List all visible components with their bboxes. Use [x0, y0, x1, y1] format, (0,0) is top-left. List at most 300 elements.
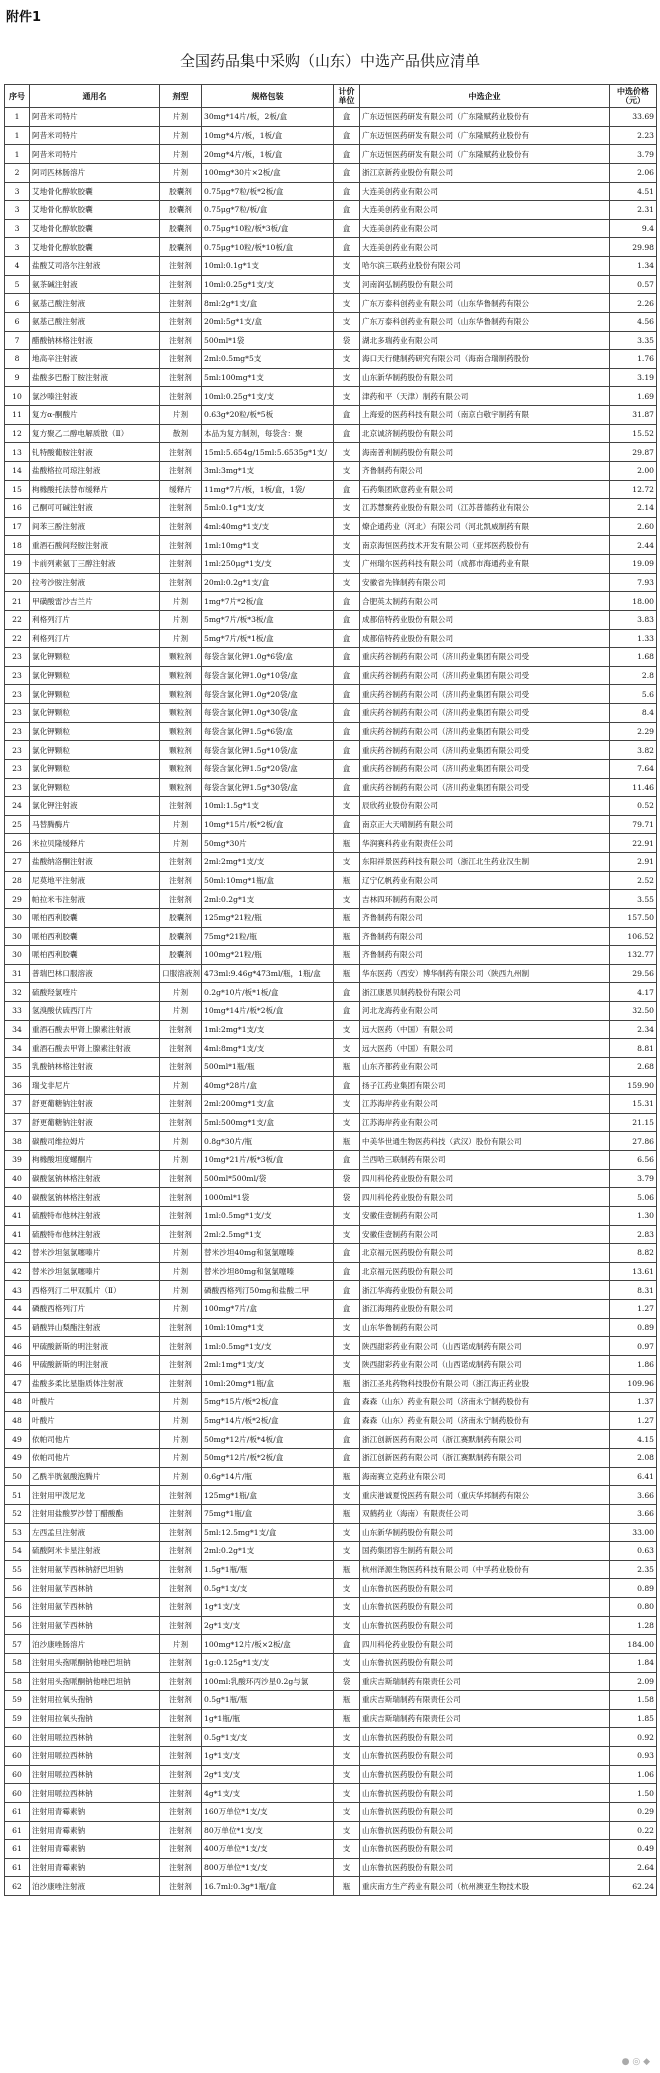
cell-index: 23 [5, 741, 30, 760]
cell-index: 15 [5, 480, 30, 499]
cell-unit: 支 [334, 1206, 360, 1225]
cell-price: 31.87 [610, 406, 657, 425]
cell-generic-name: 尼莫地平注射液 [30, 871, 160, 890]
cell-spec: 0.5g*1支/支 [202, 1728, 334, 1747]
watermark: ● ◎ ◆ [621, 2057, 650, 2067]
cell-spec: 100mg*12片/板×2板/盒 [202, 1635, 334, 1654]
cell-dosage-form: 散剂 [160, 424, 202, 443]
cell-company: 扬子江药业集团有限公司 [360, 1076, 610, 1095]
cell-index: 32 [5, 983, 30, 1002]
cell-generic-name: 间苯三酚注射液 [30, 517, 160, 536]
cell-price: 2.64 [610, 1858, 657, 1877]
cell-price: 21.15 [610, 1113, 657, 1132]
cell-unit: 支 [334, 1523, 360, 1542]
annex-label: 附件1 [6, 10, 42, 25]
cell-index: 33 [5, 1002, 30, 1021]
cell-company: 重庆药谷制药有限公司（济川药业集团有限公司受 [360, 704, 610, 723]
cell-index: 23 [5, 778, 30, 797]
cell-spec: 1mg*7片*2板/盒 [202, 592, 334, 611]
table-row [5, 1802, 657, 1821]
cell-unit: 支 [334, 1784, 360, 1803]
cell-company: 海口天行健制药研究有限公司（海南合瑞制药股份 [360, 350, 610, 369]
cell-price: 2.06 [610, 163, 657, 182]
cell-spec: 75mg*1瓶/盒 [202, 1504, 334, 1523]
cell-spec: 5ml:500mg*1支/盒 [202, 1113, 334, 1132]
cell-unit: 瓶 [334, 1709, 360, 1728]
cell-price: 8.4 [610, 704, 657, 723]
cell-index: 40 [5, 1169, 30, 1188]
col-header-dosage-form: 剂型 [160, 85, 202, 108]
table-row [5, 1113, 657, 1132]
cell-dosage-form: 注射剂 [160, 1579, 202, 1598]
cell-price: 2.09 [610, 1672, 657, 1691]
cell-price: 0.89 [610, 1579, 657, 1598]
cell-price: 3.82 [610, 741, 657, 760]
cell-spec: 20ml:0.2g*1支/盒 [202, 573, 334, 592]
cell-spec: 2ml:200mg*1支/盒 [202, 1095, 334, 1114]
table-row [5, 1225, 657, 1244]
cell-spec: 160万单位*1支/支 [202, 1802, 334, 1821]
cell-company: 广东迈恒医药研发有限公司（广东隆赋药业股份有 [360, 108, 610, 127]
cell-generic-name: 依帕司他片 [30, 1430, 160, 1449]
cell-unit: 支 [334, 1579, 360, 1598]
cell-generic-name: 卡前列素氨丁三醇注射液 [30, 555, 160, 574]
cell-company: 哈尔滨三联药业股份有限公司 [360, 257, 610, 276]
cell-spec: 每袋含氯化钾1.0g*10袋/盒 [202, 666, 334, 685]
cell-price: 1.37 [610, 1393, 657, 1412]
cell-company: 陕西甜彩药业有限公司（山西诺成制药有限公司 [360, 1337, 610, 1356]
cell-generic-name: 枸橼酸托法替布缓释片 [30, 480, 160, 499]
table-row [5, 1486, 657, 1505]
cell-price: 1.28 [610, 1616, 657, 1635]
cell-dosage-form: 注射剂 [160, 517, 202, 536]
cell-dosage-form: 注射剂 [160, 331, 202, 350]
table-row [5, 1262, 657, 1281]
cell-dosage-form: 片剂 [160, 1262, 202, 1281]
cell-index: 61 [5, 1840, 30, 1859]
table-row [5, 1281, 657, 1300]
cell-generic-name: 地高辛注射液 [30, 350, 160, 369]
table-row [5, 1728, 657, 1747]
cell-price: 132.77 [610, 946, 657, 965]
cell-index: 20 [5, 573, 30, 592]
cell-price: 62.24 [610, 1877, 657, 1896]
cell-price: 5.6 [610, 685, 657, 704]
table-row [5, 1709, 657, 1728]
cell-dosage-form: 注射剂 [160, 1747, 202, 1766]
cell-generic-name: 氢溴酸伏硫西汀片 [30, 1002, 160, 1021]
cell-company: 浙江创新医药有限公司（浙江赛默制药有限公司 [360, 1449, 610, 1468]
cell-index: 14 [5, 461, 30, 480]
cell-spec: 473ml:9.46g*473ml/瓶，1瓶/盒 [202, 964, 334, 983]
cell-spec: 100mg*21粒/瓶 [202, 946, 334, 965]
cell-price: 3.55 [610, 890, 657, 909]
cell-spec: 3ml:3mg*1支 [202, 461, 334, 480]
cell-generic-name: 注射用盐酸罗沙替丁醋酸酯 [30, 1504, 160, 1523]
cell-spec: 0.2g*10片/板*1板/盒 [202, 983, 334, 1002]
cell-dosage-form: 注射剂 [160, 1486, 202, 1505]
cell-price: 2.60 [610, 517, 657, 536]
cell-unit: 瓶 [334, 1467, 360, 1486]
cell-price: 1.84 [610, 1653, 657, 1672]
cell-generic-name: 注射用氨苄西林钠 [30, 1616, 160, 1635]
cell-company: 齐鲁制药有限公司 [360, 946, 610, 965]
cell-generic-name: 碳酸氢钠林格注射液 [30, 1169, 160, 1188]
cell-generic-name: 氯化钾颗粒 [30, 666, 160, 685]
cell-index: 56 [5, 1616, 30, 1635]
cell-company: 河南润弘制药股份有限公司 [360, 275, 610, 294]
cell-generic-name: 注射用哌拉西林钠 [30, 1747, 160, 1766]
cell-generic-name: 重酒石酸去甲肾上腺素注射液 [30, 1020, 160, 1039]
cell-index: 24 [5, 797, 30, 816]
cell-spec: 10mg*14片/板*2板/盒 [202, 1002, 334, 1021]
table-row [5, 666, 657, 685]
table-row [5, 629, 657, 648]
cell-spec: 2ml:1mg*1支/支 [202, 1355, 334, 1374]
cell-price: 1.86 [610, 1355, 657, 1374]
table-row [5, 1002, 657, 1021]
cell-unit: 盒 [334, 1449, 360, 1468]
cell-price: 79.71 [610, 815, 657, 834]
cell-price: 15.52 [610, 424, 657, 443]
cell-dosage-form: 颗粒剂 [160, 685, 202, 704]
cell-generic-name: 哌柏西利胶囊 [30, 927, 160, 946]
cell-unit: 支 [334, 797, 360, 816]
cell-company: 重庆药谷制药有限公司（济川药业集团有限公司受 [360, 741, 610, 760]
cell-spec: 10ml:0.25g*1支/支 [202, 275, 334, 294]
cell-dosage-form: 胶囊剂 [160, 908, 202, 927]
cell-company: 山东鲁抗医药股份有限公司 [360, 1579, 610, 1598]
cell-dosage-form: 片剂 [160, 1411, 202, 1430]
cell-spec: 0.5g*1支/支 [202, 1579, 334, 1598]
cell-unit: 盒 [334, 1151, 360, 1170]
cell-price: 2.23 [610, 126, 657, 145]
cell-dosage-form: 注射剂 [160, 1728, 202, 1747]
cell-index: 46 [5, 1355, 30, 1374]
cell-generic-name: 氨茶碱注射液 [30, 275, 160, 294]
cell-company: 重庆药谷制药有限公司（济川药业集团有限公司受 [360, 648, 610, 667]
cell-unit: 支 [334, 1598, 360, 1617]
cell-index: 29 [5, 890, 30, 909]
cell-unit: 盒 [334, 1411, 360, 1430]
table-row [5, 1430, 657, 1449]
table-row [5, 592, 657, 611]
cell-unit: 支 [334, 1095, 360, 1114]
cell-unit: 盒 [334, 201, 360, 220]
cell-unit: 盒 [334, 424, 360, 443]
cell-unit: 支 [334, 1039, 360, 1058]
cell-company: 成都倍特药业股份有限公司 [360, 610, 610, 629]
cell-company: 山东鲁抗医药股份有限公司 [360, 1802, 610, 1821]
cell-dosage-form: 注射剂 [160, 1095, 202, 1114]
cell-spec: 1g*1瓶/瓶 [202, 1709, 334, 1728]
cell-unit: 支 [334, 536, 360, 555]
cell-dosage-form: 颗粒剂 [160, 666, 202, 685]
table-row [5, 741, 657, 760]
cell-generic-name: 瑞戈非尼片 [30, 1076, 160, 1095]
cell-index: 37 [5, 1095, 30, 1114]
cell-price: 2.34 [610, 1020, 657, 1039]
cell-index: 31 [5, 964, 30, 983]
cell-price: 9.4 [610, 219, 657, 238]
cell-price: 11.46 [610, 778, 657, 797]
cell-spec: 0.5g*1瓶/瓶 [202, 1691, 334, 1710]
cell-dosage-form: 注射剂 [160, 257, 202, 276]
cell-generic-name: 阿司匹林肠溶片 [30, 163, 160, 182]
cell-unit: 支 [334, 275, 360, 294]
cell-spec: 500ml*1瓶/瓶 [202, 1057, 334, 1076]
cell-spec: 500ml*1袋 [202, 331, 334, 350]
cell-index: 35 [5, 1057, 30, 1076]
cell-index: 8 [5, 350, 30, 369]
cell-generic-name: 硫酸特布他林注射液 [30, 1225, 160, 1244]
cell-unit: 支 [334, 1802, 360, 1821]
cell-dosage-form: 片剂 [160, 834, 202, 853]
cell-company: 东阳祥景医药科技有限公司（浙江北生药业汉生制 [360, 853, 610, 872]
cell-unit: 盒 [334, 629, 360, 648]
cell-generic-name: 注射用青霉素钠 [30, 1858, 160, 1877]
cell-company: 浙江京新药业股份有限公司 [360, 163, 610, 182]
supply-list-table [4, 84, 657, 1896]
cell-index: 36 [5, 1076, 30, 1095]
cell-index: 60 [5, 1784, 30, 1803]
cell-index: 58 [5, 1672, 30, 1691]
cell-price: 2.31 [610, 201, 657, 220]
cell-generic-name: 氯化钾颗粒 [30, 722, 160, 741]
table-row [5, 1169, 657, 1188]
table-row [5, 1393, 657, 1412]
cell-company: 山东新华制药股份有限公司 [360, 1523, 610, 1542]
table-row [5, 610, 657, 629]
cell-price: 3.66 [610, 1486, 657, 1505]
cell-dosage-form: 注射剂 [160, 573, 202, 592]
cell-dosage-form: 注射剂 [160, 1318, 202, 1337]
cell-dosage-form: 注射剂 [160, 1206, 202, 1225]
cell-generic-name: 米拉贝隆缓释片 [30, 834, 160, 853]
cell-unit: 盒 [334, 1300, 360, 1319]
cell-index: 56 [5, 1579, 30, 1598]
cell-dosage-form: 胶囊剂 [160, 946, 202, 965]
cell-index: 59 [5, 1691, 30, 1710]
table-row [5, 815, 657, 834]
cell-dosage-form: 颗粒剂 [160, 704, 202, 723]
table-row [5, 1598, 657, 1617]
cell-spec: 8ml:2g*1支/盒 [202, 294, 334, 313]
cell-dosage-form: 胶囊剂 [160, 182, 202, 201]
cell-generic-name: 注射用氨苄西林钠 [30, 1598, 160, 1617]
cell-company: 南京海恒医药技术开发有限公司（亚邦医药股份有 [360, 536, 610, 555]
cell-unit: 盒 [334, 759, 360, 778]
table-row [5, 573, 657, 592]
cell-index: 58 [5, 1653, 30, 1672]
cell-dosage-form: 胶囊剂 [160, 201, 202, 220]
cell-generic-name: 左西孟旦注射液 [30, 1523, 160, 1542]
cell-company: 广州瑞尔医药科技有限公司（成都市海通药业有限 [360, 555, 610, 574]
cell-index: 49 [5, 1430, 30, 1449]
cell-dosage-form: 注射剂 [160, 1188, 202, 1207]
cell-dosage-form: 注射剂 [160, 1765, 202, 1784]
cell-price: 7.64 [610, 759, 657, 778]
cell-index: 62 [5, 1877, 30, 1896]
table-row [5, 759, 657, 778]
table-row [5, 368, 657, 387]
cell-dosage-form: 注射剂 [160, 350, 202, 369]
cell-price: 0.89 [610, 1318, 657, 1337]
cell-unit: 支 [334, 1653, 360, 1672]
cell-spec: 1ml:0.5mg*1支/支 [202, 1337, 334, 1356]
cell-price: 29.98 [610, 238, 657, 257]
table-row [5, 1244, 657, 1263]
cell-unit: 盒 [334, 126, 360, 145]
cell-index: 13 [5, 443, 30, 462]
cell-dosage-form: 注射剂 [160, 1691, 202, 1710]
cell-price: 2.35 [610, 1560, 657, 1579]
cell-generic-name: 己酮可可碱注射液 [30, 499, 160, 518]
cell-index: 10 [5, 387, 30, 406]
cell-dosage-form: 片剂 [160, 1393, 202, 1412]
cell-price: 0.29 [610, 1802, 657, 1821]
cell-generic-name: 阿昔米司特片 [30, 108, 160, 127]
cell-price: 2.14 [610, 499, 657, 518]
cell-generic-name: 注射用哌拉西林钠 [30, 1765, 160, 1784]
cell-index: 56 [5, 1598, 30, 1617]
cell-generic-name: 氯化钾颗粒 [30, 759, 160, 778]
cell-dosage-form: 注射剂 [160, 1020, 202, 1039]
cell-company: 重庆药谷制药有限公司（济川药业集团有限公司受 [360, 778, 610, 797]
table-row [5, 722, 657, 741]
cell-company: 海南普利制药股份有限公司 [360, 443, 610, 462]
cell-price: 1.27 [610, 1300, 657, 1319]
cell-unit: 盒 [334, 163, 360, 182]
cell-spec: 16.7ml:0.3g*1瓶/盒 [202, 1877, 334, 1896]
table-row [5, 1374, 657, 1393]
table-row [5, 1411, 657, 1430]
cell-price: 3.83 [610, 610, 657, 629]
cell-price: 159.90 [610, 1076, 657, 1095]
cell-generic-name: 艾地骨化醇软胶囊 [30, 182, 160, 201]
cell-index: 1 [5, 108, 30, 127]
cell-price: 0.52 [610, 797, 657, 816]
cell-dosage-form: 注射剂 [160, 1225, 202, 1244]
cell-unit: 支 [334, 1337, 360, 1356]
cell-dosage-form: 片剂 [160, 126, 202, 145]
cell-company: 兰西哈三联制药有限公司 [360, 1151, 610, 1170]
cell-index: 16 [5, 499, 30, 518]
cell-index: 45 [5, 1318, 30, 1337]
cell-unit: 袋 [334, 331, 360, 350]
cell-company: 中美华世通生物医药科技（武汉）股份有限公司 [360, 1132, 610, 1151]
cell-index: 44 [5, 1300, 30, 1319]
table-row [5, 312, 657, 331]
cell-spec: 0.75μg*10粒/板*3板/盒 [202, 219, 334, 238]
cell-generic-name: 氯化钾颗粒 [30, 704, 160, 723]
table-row [5, 517, 657, 536]
cell-company: 国药集团容生制药有限公司 [360, 1542, 610, 1561]
table-row [5, 1206, 657, 1225]
cell-generic-name: 叶酸片 [30, 1393, 160, 1412]
cell-generic-name: 叶酸片 [30, 1411, 160, 1430]
table-row [5, 1877, 657, 1896]
col-header-unit: 计价单位 [334, 85, 360, 108]
cell-dosage-form: 注射剂 [160, 1504, 202, 1523]
cell-dosage-form: 注射剂 [160, 1598, 202, 1617]
cell-dosage-form: 注射剂 [160, 1113, 202, 1132]
table-row [5, 1318, 657, 1337]
cell-spec: 80万单位*1支/支 [202, 1821, 334, 1840]
cell-unit: 支 [334, 1113, 360, 1132]
cell-dosage-form: 注射剂 [160, 871, 202, 890]
cell-unit: 瓶 [334, 1877, 360, 1896]
cell-generic-name: 替米沙坦氢氯噻嗪片 [30, 1244, 160, 1263]
cell-price: 8.81 [610, 1039, 657, 1058]
cell-index: 47 [5, 1374, 30, 1393]
cell-generic-name: 乳酸钠林格注射液 [30, 1057, 160, 1076]
cell-unit: 瓶 [334, 1132, 360, 1151]
cell-generic-name: 依帕司他片 [30, 1449, 160, 1468]
cell-company: 大连美创药业有限公司 [360, 219, 610, 238]
cell-company: 山东鲁抗医药股份有限公司 [360, 1840, 610, 1859]
cell-price: 8.31 [610, 1281, 657, 1300]
cell-dosage-form: 注射剂 [160, 461, 202, 480]
cell-spec: 0.63g*20粒/板*5板 [202, 406, 334, 425]
cell-index: 34 [5, 1039, 30, 1058]
table-row [5, 387, 657, 406]
cell-price: 6.41 [610, 1467, 657, 1486]
cell-company: 远大医药（中国）有限公司 [360, 1039, 610, 1058]
cell-unit: 盒 [334, 1430, 360, 1449]
cell-price: 15.31 [610, 1095, 657, 1114]
table-row [5, 201, 657, 220]
cell-spec: 500ml*500ml/袋 [202, 1169, 334, 1188]
cell-unit: 支 [334, 1225, 360, 1244]
cell-dosage-form: 片剂 [160, 1635, 202, 1654]
cell-spec: 0.6g*14片/瓶 [202, 1467, 334, 1486]
table-row [5, 406, 657, 425]
cell-unit: 盒 [334, 1076, 360, 1095]
cell-company: 北京诚济制药股份有限公司 [360, 424, 610, 443]
table-row [5, 1355, 657, 1374]
cell-generic-name: 复方α-酮酸片 [30, 406, 160, 425]
cell-dosage-form: 注射剂 [160, 1374, 202, 1393]
cell-spec: 5mg*7片/板*1板/盒 [202, 629, 334, 648]
cell-price: 2.26 [610, 294, 657, 313]
cell-company: 山东鲁抗医药股份有限公司 [360, 1616, 610, 1635]
table-row [5, 1765, 657, 1784]
cell-dosage-form: 颗粒剂 [160, 759, 202, 778]
table-row [5, 927, 657, 946]
cell-index: 42 [5, 1262, 30, 1281]
cell-dosage-form: 片剂 [160, 1132, 202, 1151]
cell-dosage-form: 注射剂 [160, 1057, 202, 1076]
cell-generic-name: 醋酸钠林格注射液 [30, 331, 160, 350]
cell-generic-name: 注射用氨苄西林钠 [30, 1579, 160, 1598]
cell-unit: 瓶 [334, 1560, 360, 1579]
cell-unit: 盒 [334, 1262, 360, 1281]
table-row [5, 1672, 657, 1691]
cell-price: 1.33 [610, 629, 657, 648]
cell-dosage-form: 注射剂 [160, 890, 202, 909]
cell-price: 1.30 [610, 1206, 657, 1225]
cell-unit: 盒 [334, 480, 360, 499]
cell-index: 23 [5, 685, 30, 704]
cell-index: 57 [5, 1635, 30, 1654]
cell-index: 23 [5, 722, 30, 741]
cell-price: 106.52 [610, 927, 657, 946]
cell-index: 30 [5, 908, 30, 927]
cell-price: 33.69 [610, 108, 657, 127]
cell-price: 0.92 [610, 1728, 657, 1747]
cell-generic-name: 哌柏西利胶囊 [30, 946, 160, 965]
